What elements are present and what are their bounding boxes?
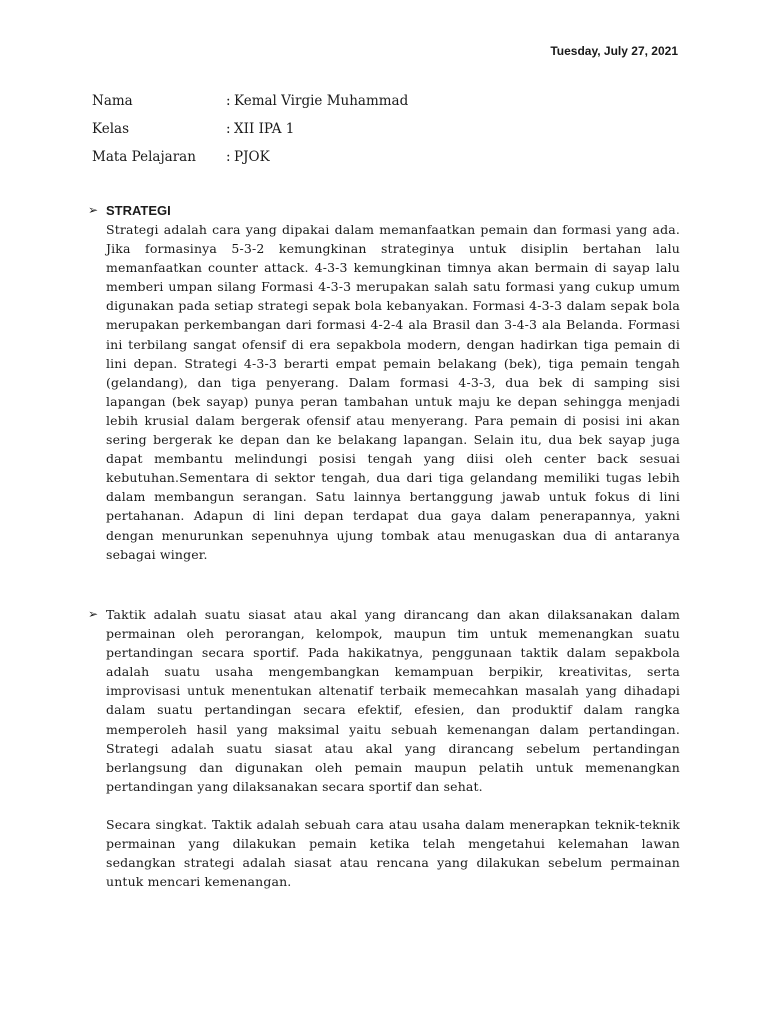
info-value: XII IPA 1 xyxy=(234,121,295,137)
info-row-mata-pelajaran xyxy=(92,143,408,171)
paragraph: Strategi adalah cara yang dipakai dalam memanfaatkan pemain dan formasi yang ada. Jika formasinya 5-3-2 kemungkinan strateginya untuk disiplin bertahan lalu memanfaatkan counter attack. 4-3-3 kemungkinan timnya akan bermain di sayap lalu memberi umpan silang Formasi 4-3-3 merupakan salah satu formasi yang cukup umum digunakan pada setiap strategi sepak bola kebanyakan. Formasi 4-3-3 dalam sepak bola merupakan perkembangan dari formasi 4-2-4 ala Brasil dan 3-4-3 ala Belanda. Formasi ini terbilang sangat ofensif di era sepakbola modern, dengan hadirkan tiga pemain di lini depan. Strategi 4-3-3 berarti empat pemain belakang (bek), tiga pemain tengah (gelandang), dan tiga penyerang. Dalam formasi 4-3-3, dua bek di samping sisi lapangan (bek sayap) punya peran tambahan untuk maju ke depan sehingga menjadi lebih krusial dalam bergerak ofensif atau menyerang. Para pemain di posisi ini akan sering bergerak ke depan dan ke belakang lapangan. Selain itu, dua bek sayap juga dapat membantu melindungi posisi tengah yang diisi oleh center back sesuai kebutuhan.Sementara di sektor tengah, dua dari tiga gelandang memiliki tugas lebih dalam membangun serangan. Satu lainnya bertanggung jawab untuk fokus di lini pertahanan. Adapun di lini depan terdapat dua gaya dalam penerapannya, yakni dengan menurunkan sepenuhnya ujung tombak atau menugaskan dua di antaranya sebagai winger. xyxy=(106,222,680,562)
info-separator: : xyxy=(226,149,231,165)
info-label: Kelas xyxy=(92,121,130,137)
info-row-kelas xyxy=(92,115,408,143)
document-date: Tuesday, July 27, 2021 xyxy=(550,44,678,58)
info-separator: : xyxy=(226,121,231,137)
student-info xyxy=(92,87,408,171)
info-value: PJOK xyxy=(234,149,270,165)
section-body xyxy=(106,220,680,564)
info-row-nama xyxy=(92,87,408,115)
paragraph: Secara singkat. Taktik adalah sebuah cara atau usaha dalam menerapkan teknik-teknik permainan yang dilakukan pemain ketika telah mengetahui kelemahan lawan sedangkan strategi adalah siasat atau rencana yang dilakukan sebelum permainan untuk mencari kemenangan. xyxy=(106,816,680,890)
section-body xyxy=(106,605,680,891)
info-value: Kemal Virgie Muhammad xyxy=(234,93,409,109)
arrow-bullet-icon: ➢ xyxy=(88,607,99,621)
section-taktik xyxy=(88,605,680,891)
arrow-bullet-icon: ➢ xyxy=(88,203,99,217)
section-heading: STRATEGI xyxy=(106,203,171,218)
info-label: Mata Pelajaran xyxy=(92,149,196,165)
info-separator: : xyxy=(226,93,231,109)
info-label: Nama xyxy=(92,93,133,109)
paragraph: Taktik adalah suatu siasat atau akal yang dirancang dan akan dilaksanakan dalam permainan oleh perorangan, kelompok, maupun tim untuk memenangkan suatu pertandingan secara sportif. Pada hakikatnya, penggunaan taktik dalam sepakbola adalah suatu usaha mengembangkan kemampuan berpikir, kreativitas, serta improvisasi untuk menentukan altenatif terbaik memecahkan masalah yang dihadapi dalam suatu pertandingan secara efektif, efesien, dan produktif dalam rangka memperoleh hasil yang maksimal yaitu sebuah kemenangan dalam pertandingan. Strategi adalah suatu siasat atau akal yang dirancang sebelum pertandingan berlangsung dan digunakan oleh pemain maupun pelatih untuk memenangkan pertandingan yang dilaksanakan secara sportif dan sehat. xyxy=(106,607,680,794)
section-strategi xyxy=(88,201,680,564)
